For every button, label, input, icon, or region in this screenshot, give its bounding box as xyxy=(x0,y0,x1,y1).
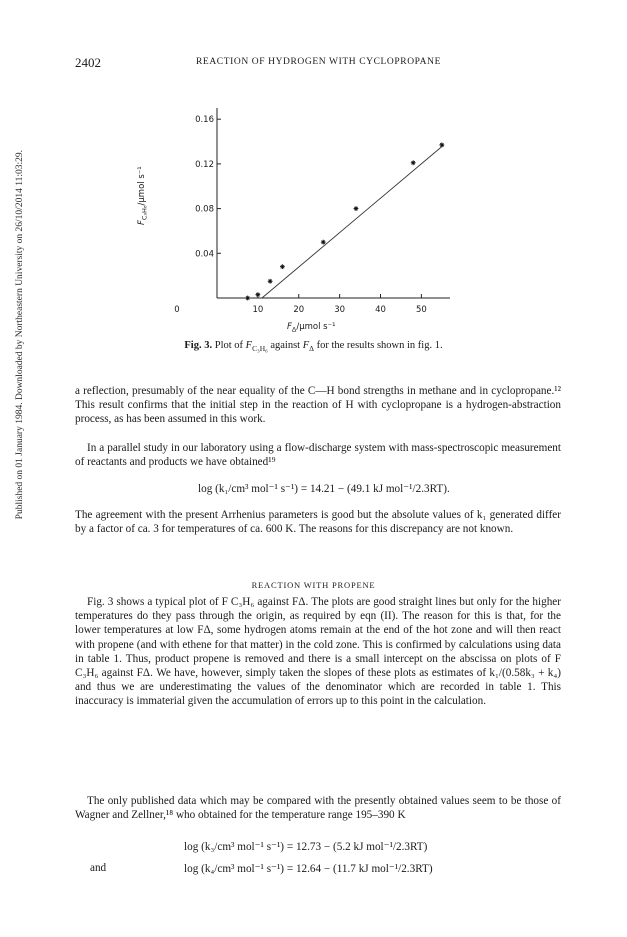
data-point xyxy=(245,296,250,301)
x-tick-label: 40 xyxy=(375,305,386,315)
caption-label: Fig. 3. xyxy=(184,340,213,351)
data-points xyxy=(245,142,444,300)
x-tick-label: 0 xyxy=(174,305,180,315)
data-point xyxy=(255,292,260,297)
data-point xyxy=(268,279,273,284)
y-label-prefix: F xyxy=(137,220,147,225)
equation-3: log (k₄/cm³ mol⁻¹ s⁻¹) = 12.64 − (11.7 kJ mol⁻¹/2.3RT) xyxy=(184,863,433,875)
caption-text-1: Plot of xyxy=(212,340,246,351)
fit-line-group xyxy=(262,145,444,298)
y-tick-label: 0.04 xyxy=(195,249,214,260)
page-number: 2402 xyxy=(75,55,101,70)
paragraph-3: The agreement with the present Arrhenius parameters is good but the absolute values of k₁ generated differ by a factor of ca. 3 for temperatures of ca. 600 K. The reasons for this discrepancy are not known. xyxy=(75,509,561,536)
data-point xyxy=(321,240,326,245)
caption-sub1: C₃H₆ xyxy=(252,344,268,354)
data-point xyxy=(411,160,416,165)
and-label: and xyxy=(90,862,107,874)
caption-text-2: against xyxy=(267,340,303,351)
chart-axes xyxy=(217,108,450,298)
y-label-sub: C₃H₆ xyxy=(140,205,149,221)
paragraph-4: Fig. 3 shows a typical plot of F C₃H₆ against FΔ. The plots are good straight lines but only for the higher temperatures do they pass through the origin, as required by eqn (II). The reason for this is that, for the lower temperatures at low FΔ, some hydrogen atoms remain at the end of the hot zone and will then react with propene (and with ethene for that matter) in the cold zone. This is confirmed by calculations using data in table 1. Thus, product propene is removed and there is a small intercept on the abscissa on plots of F C₃H₆ against FΔ. We have, however, simply taken the slopes of these plots as estimates of k₁/(0.58k₃ + k₄) and thus we are underestimating the values of the denominator which are recorded in table 1. This inaccuracy is immaterial given the accumulation of errors up to this point in the calculation. xyxy=(75,596,561,708)
x-ticks xyxy=(174,294,427,315)
paragraph-5: The only published data which may be compared with the presently obtained values seem to be those of Wagner and Zellner,¹⁸ who obtained for the temperature range 195–390 K xyxy=(75,795,561,822)
data-point xyxy=(280,264,285,269)
x-tick-label: 10 xyxy=(252,305,264,315)
section-heading: REACTION WITH PROPENE xyxy=(251,580,376,590)
x-tick-label: 20 xyxy=(293,305,305,315)
data-point xyxy=(354,206,359,211)
figure-caption xyxy=(0,340,627,353)
paragraph-1: a reflection, presumably of the near equality of the C—H bond strengths in methane and in cyclopropane.¹² This result confirms that the initial step in the reaction of H with cyclopropane is a hydrogen-abstraction process, as has been assumed in this work. xyxy=(75,385,561,426)
caption-f1: F xyxy=(245,340,253,351)
caption-f2: F xyxy=(302,340,310,351)
running-title: REACTION OF HYDROGEN WITH CYCLOPROPANE xyxy=(196,57,442,67)
x-tick-label: 30 xyxy=(334,305,346,315)
caption-text-3: for the results shown in fig. 1. xyxy=(313,340,443,351)
side-stamp-text: Published on 01 January 1984. Downloaded by Northeastern University on 26/10/2014 11:03:29. xyxy=(15,150,25,520)
x-label-sub: Δ xyxy=(291,325,297,334)
y-tick-label: 0.12 xyxy=(195,159,214,170)
x-label-prefix: F xyxy=(287,322,292,332)
y-axis-label xyxy=(137,166,149,225)
equation-1: log (k₁/cm³ mol⁻¹ s⁻¹) = 14.21 − (49.1 kJ mol⁻¹/2.3RT). xyxy=(198,483,450,495)
fit-line xyxy=(262,145,444,298)
x-axis-label xyxy=(287,322,335,334)
side-stamp xyxy=(2,150,25,650)
paragraph-2: In a parallel study in our laboratory using a flow-discharge system with mass-spectroscopic measurement of reactants and products we have obtained¹⁹ xyxy=(75,442,561,469)
equation-2: log (k₃/cm³ mol⁻¹ s⁻¹) = 12.73 − (5.2 kJ mol⁻¹/2.3RT) xyxy=(184,841,428,853)
figure-chart xyxy=(140,100,470,330)
y-tick-label: 0.08 xyxy=(195,204,214,215)
x-label-suffix: /μmol s⁻¹ xyxy=(296,322,336,332)
y-label-suffix: /μmol s⁻¹ xyxy=(137,166,147,206)
caption-sub2: Δ xyxy=(309,344,314,354)
data-point xyxy=(439,142,444,147)
y-tick-label: 0.16 xyxy=(195,115,214,126)
x-tick-label: 50 xyxy=(415,305,427,315)
